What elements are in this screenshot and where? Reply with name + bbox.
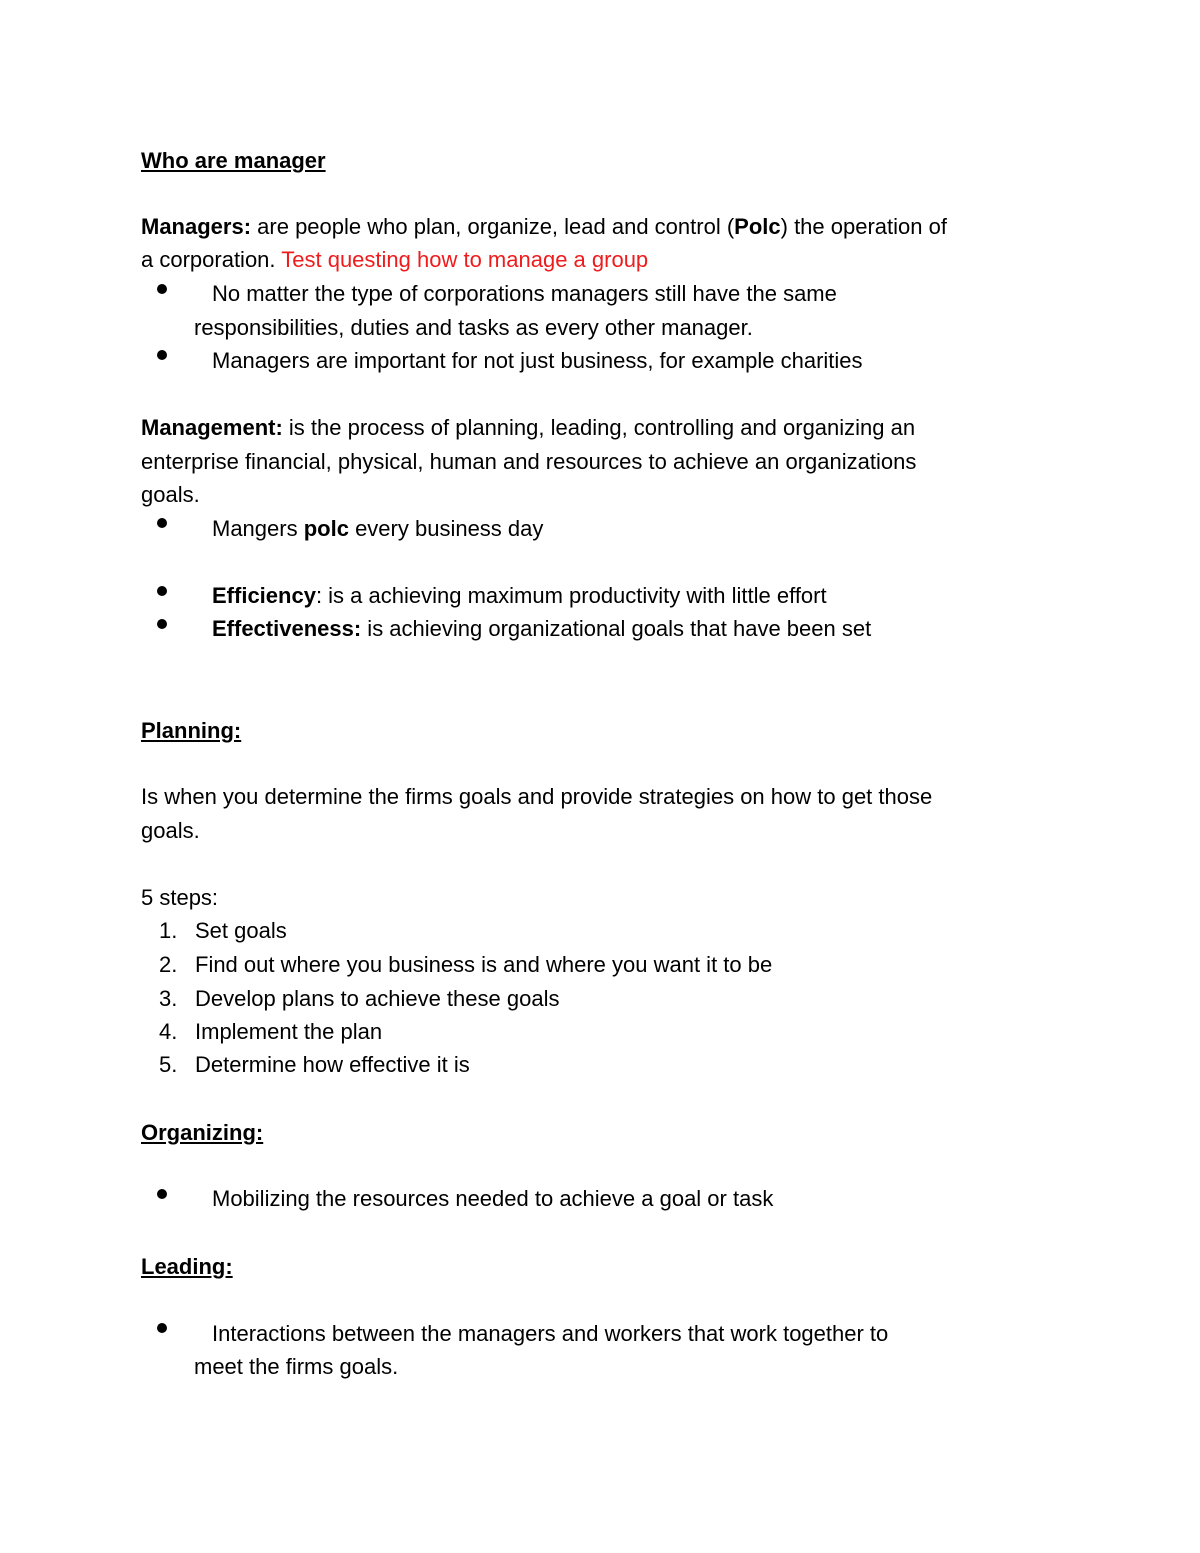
step-number: 1.: [159, 918, 178, 943]
steps-label: 5 steps:: [141, 885, 219, 910]
efficiency-def: : is a achieving maximum productivity with little effort: [315, 583, 827, 608]
managers-def-part-3: a corporation.: [141, 247, 282, 272]
managers-definition-line-2: [141, 243, 648, 276]
step-text: Set goals: [195, 918, 287, 943]
effectiveness-def: is achieving organizational goals that have been set: [361, 616, 872, 641]
planning-definition-line-2: goals.: [141, 818, 200, 843]
leading-bullet-line-1: Interactions between the managers and workers that work together to: [212, 1321, 889, 1346]
step-text: Determine how effective it is: [195, 1052, 470, 1077]
management-term: Management:: [141, 415, 283, 440]
efficiency-term: Efficiency: [212, 583, 316, 608]
organizing-bullet: Mobilizing the resources needed to achieve a goal or task: [212, 1186, 774, 1211]
step-text: Develop plans to achieve these goals: [195, 986, 560, 1011]
step-number: 5.: [159, 1052, 178, 1077]
bullet-dot: [157, 619, 167, 629]
management-bullet-polc: [212, 512, 543, 545]
step-number: 2.: [159, 952, 178, 977]
polc-bullet-bold: polc: [303, 516, 349, 541]
effectiveness-bullet: [212, 612, 871, 645]
managers-bullet-1-line-1: No matter the type of corporations managers still have the same: [212, 281, 837, 306]
planning-heading: Planning:: [141, 718, 242, 743]
planning-definition-line-1: Is when you determine the firms goals and provide strategies on how to get those: [141, 784, 933, 809]
bullet-dot: [157, 284, 167, 294]
bullet-dot: [157, 350, 167, 360]
management-definition-line-2: enterprise financial, physical, human and resources to achieve an organizations: [141, 449, 917, 474]
polc-bullet-part-2: every business day: [348, 516, 544, 541]
efficiency-bullet: [212, 579, 827, 612]
page-title: Who are manager: [141, 148, 326, 173]
management-definition-line-1: [141, 411, 915, 444]
managers-bullet-1-line-2: responsibilities, duties and tasks as every other manager.: [194, 315, 753, 340]
step-number: 4.: [159, 1019, 178, 1044]
polc-term: Polc: [734, 214, 781, 239]
managers-bullet-2: Managers are important for not just business, for example charities: [212, 348, 863, 373]
organizing-heading: Organizing:: [141, 1120, 264, 1145]
step-number: 3.: [159, 986, 178, 1011]
managers-def-part-1: are people who plan, organize, lead and control (: [251, 214, 735, 239]
bullet-dot: [157, 586, 167, 596]
step-text: Implement the plan: [195, 1019, 383, 1044]
managers-term: Managers:: [141, 214, 252, 239]
management-definition-line-3: goals.: [141, 482, 200, 507]
effectiveness-term: Effectiveness:: [212, 616, 362, 641]
leading-heading: Leading:: [141, 1254, 233, 1279]
bullet-dot: [157, 518, 167, 528]
management-def-part-1: is the process of planning, leading, controlling and organizing an: [282, 415, 916, 440]
step-text: Find out where you business is and where you want it to be: [195, 952, 773, 977]
test-note: Test questing how to manage a group: [281, 247, 649, 272]
bullet-dot: [157, 1189, 167, 1199]
managers-def-part-2: ) the operation of: [780, 214, 947, 239]
bullet-dot: [157, 1323, 167, 1333]
managers-definition-line-1: [141, 210, 947, 243]
polc-bullet-part-1: Mangers: [212, 516, 304, 541]
leading-bullet-line-2: meet the firms goals.: [194, 1354, 399, 1379]
